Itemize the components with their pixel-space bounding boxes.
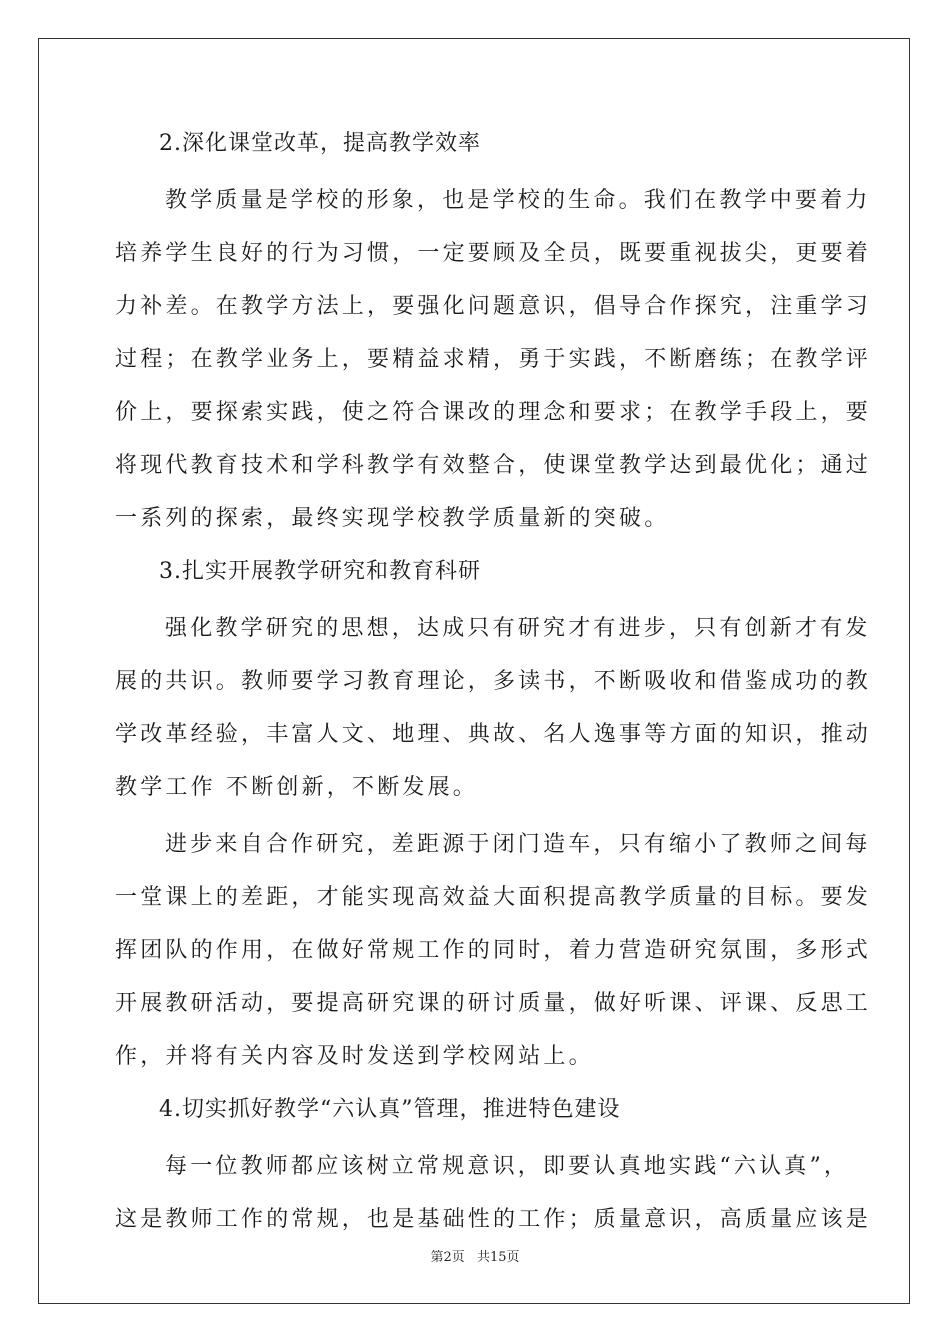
section-heading: 2.深化课堂改革，提高教学效率 [159, 131, 481, 156]
paragraph [115, 602, 872, 814]
paragraph-line: 强化教学研究的思想，达成只有研究才有进步，只有创新才有发 [165, 616, 871, 641]
paragraph-line: 挥团队的作用，在做好常规工作的同时，着力营造研究氛围，多形式 [115, 938, 872, 963]
paragraph [115, 818, 872, 1083]
paragraph-line: 进步来自合作研究，差距源于闭门造车，只有缩小了教师之间每 [165, 832, 871, 857]
paragraph-line: 培养学生良好的行为习惯，一定要顾及全员，既要重视拔尖，更要着 [115, 241, 872, 266]
paragraph-line: 作，并将有关内容及时发送到学校网站上。 [115, 1044, 594, 1069]
page-number: 第2页 [430, 1250, 465, 1265]
paragraph-line: 这是教师工作的常规，也是基础性的工作；质量意识，高质量应该是 [115, 1207, 872, 1232]
paragraph-line: 将现代教育技术和学科教学有效整合，使课堂教学达到最优化；通过 [115, 453, 872, 478]
paragraph-line: 开展教研活动，要提高研究课的研讨质量，做好听课、评课、反思工 [115, 991, 872, 1016]
paragraph [115, 174, 872, 545]
paragraph-line: 力补差。在教学方法上，要强化问题意识，倡导合作探究，注重学习 [115, 294, 872, 319]
document-body [115, 127, 872, 1256]
paragraph-line: 教学质量是学校的形象，也是学校的生命。我们在教学中要着力 [165, 188, 871, 213]
paragraph-line: 一系列的探索，最终实现学校教学质量新的突破。 [115, 506, 670, 531]
paragraph-line: 每一位教师都应该树立常规意识，即要认真地实践“六认真”， [165, 1154, 850, 1179]
paragraph-line: 展的共识。教师要学习教育理论，多读书，不断吸收和借鉴成功的教 [115, 669, 872, 694]
page-total: 共15页 [476, 1250, 520, 1265]
paragraph-line: 学改革经验，丰富人文、地理、典故、名人逸事等方面的知识，推动 [115, 722, 872, 747]
paragraph-line: 教学工作 不断创新，不断发展。 [115, 775, 478, 800]
section-heading: 3.扎实开展教学研究和教育科研 [159, 559, 481, 584]
paragraph [115, 1140, 872, 1246]
paragraph-line: 价上，要探索实践，使之符合课改的理念和要求；在教学手段上，要 [115, 400, 872, 425]
section-heading: 4.切实抓好教学“六认真”管理，推进特色建设 [159, 1097, 621, 1122]
page-footer [0, 1246, 950, 1265]
paragraph-line: 一堂课上的差距，才能实现高效益大面积提高教学质量的目标。要发 [115, 885, 872, 910]
paragraph-line: 过程；在教学业务上，要精益求精，勇于实践，不断磨练；在教学评 [115, 347, 872, 372]
